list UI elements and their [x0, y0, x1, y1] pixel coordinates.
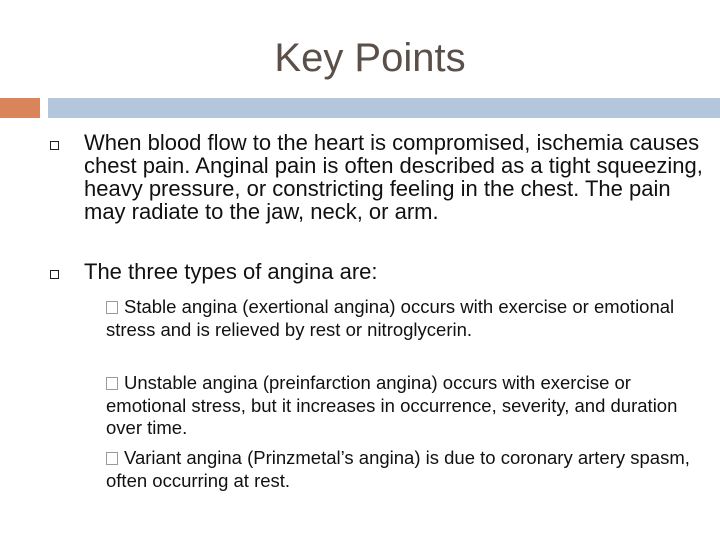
sub-bullet-item	[106, 296, 706, 341]
bullet-text: When blood flow to the heart is compromised, ischemia causes chest pain. Anginal pain is often described as a tight squeezing, heavy pressure, or constricting feeling in the chest. The pain may radiate to the jaw, neck, or arm.	[84, 130, 703, 224]
sub-bullet-item	[106, 447, 706, 492]
accent-bar-orange	[0, 98, 40, 118]
sub-bullet-item	[106, 372, 706, 440]
slide-title: Key Points	[274, 36, 466, 80]
accent-bar-blue	[48, 98, 720, 118]
bullet-square-icon	[50, 270, 59, 279]
sub-bullet-text: Stable angina (exertional angina) occurs with exercise or emotional stress and is relieved by rest or nitroglycerin.	[106, 296, 675, 340]
bullet-text: The three types of angina are:	[84, 259, 378, 284]
sub-bullet-text: Unstable angina (preinfarction angina) occurs with exercise or emotional stress, but it increases in occurrence, severity, and duration over time.	[106, 372, 678, 439]
sub-bullet-text: Variant angina (Prinzmetal’s angina) is due to coronary artery spasm, often occurring at rest.	[106, 447, 690, 491]
sub-bullet-box-icon	[106, 377, 118, 390]
sub-bullet-box-icon	[106, 452, 118, 465]
bullet-square-icon	[50, 141, 59, 150]
sub-bullet-box-icon	[106, 301, 118, 314]
